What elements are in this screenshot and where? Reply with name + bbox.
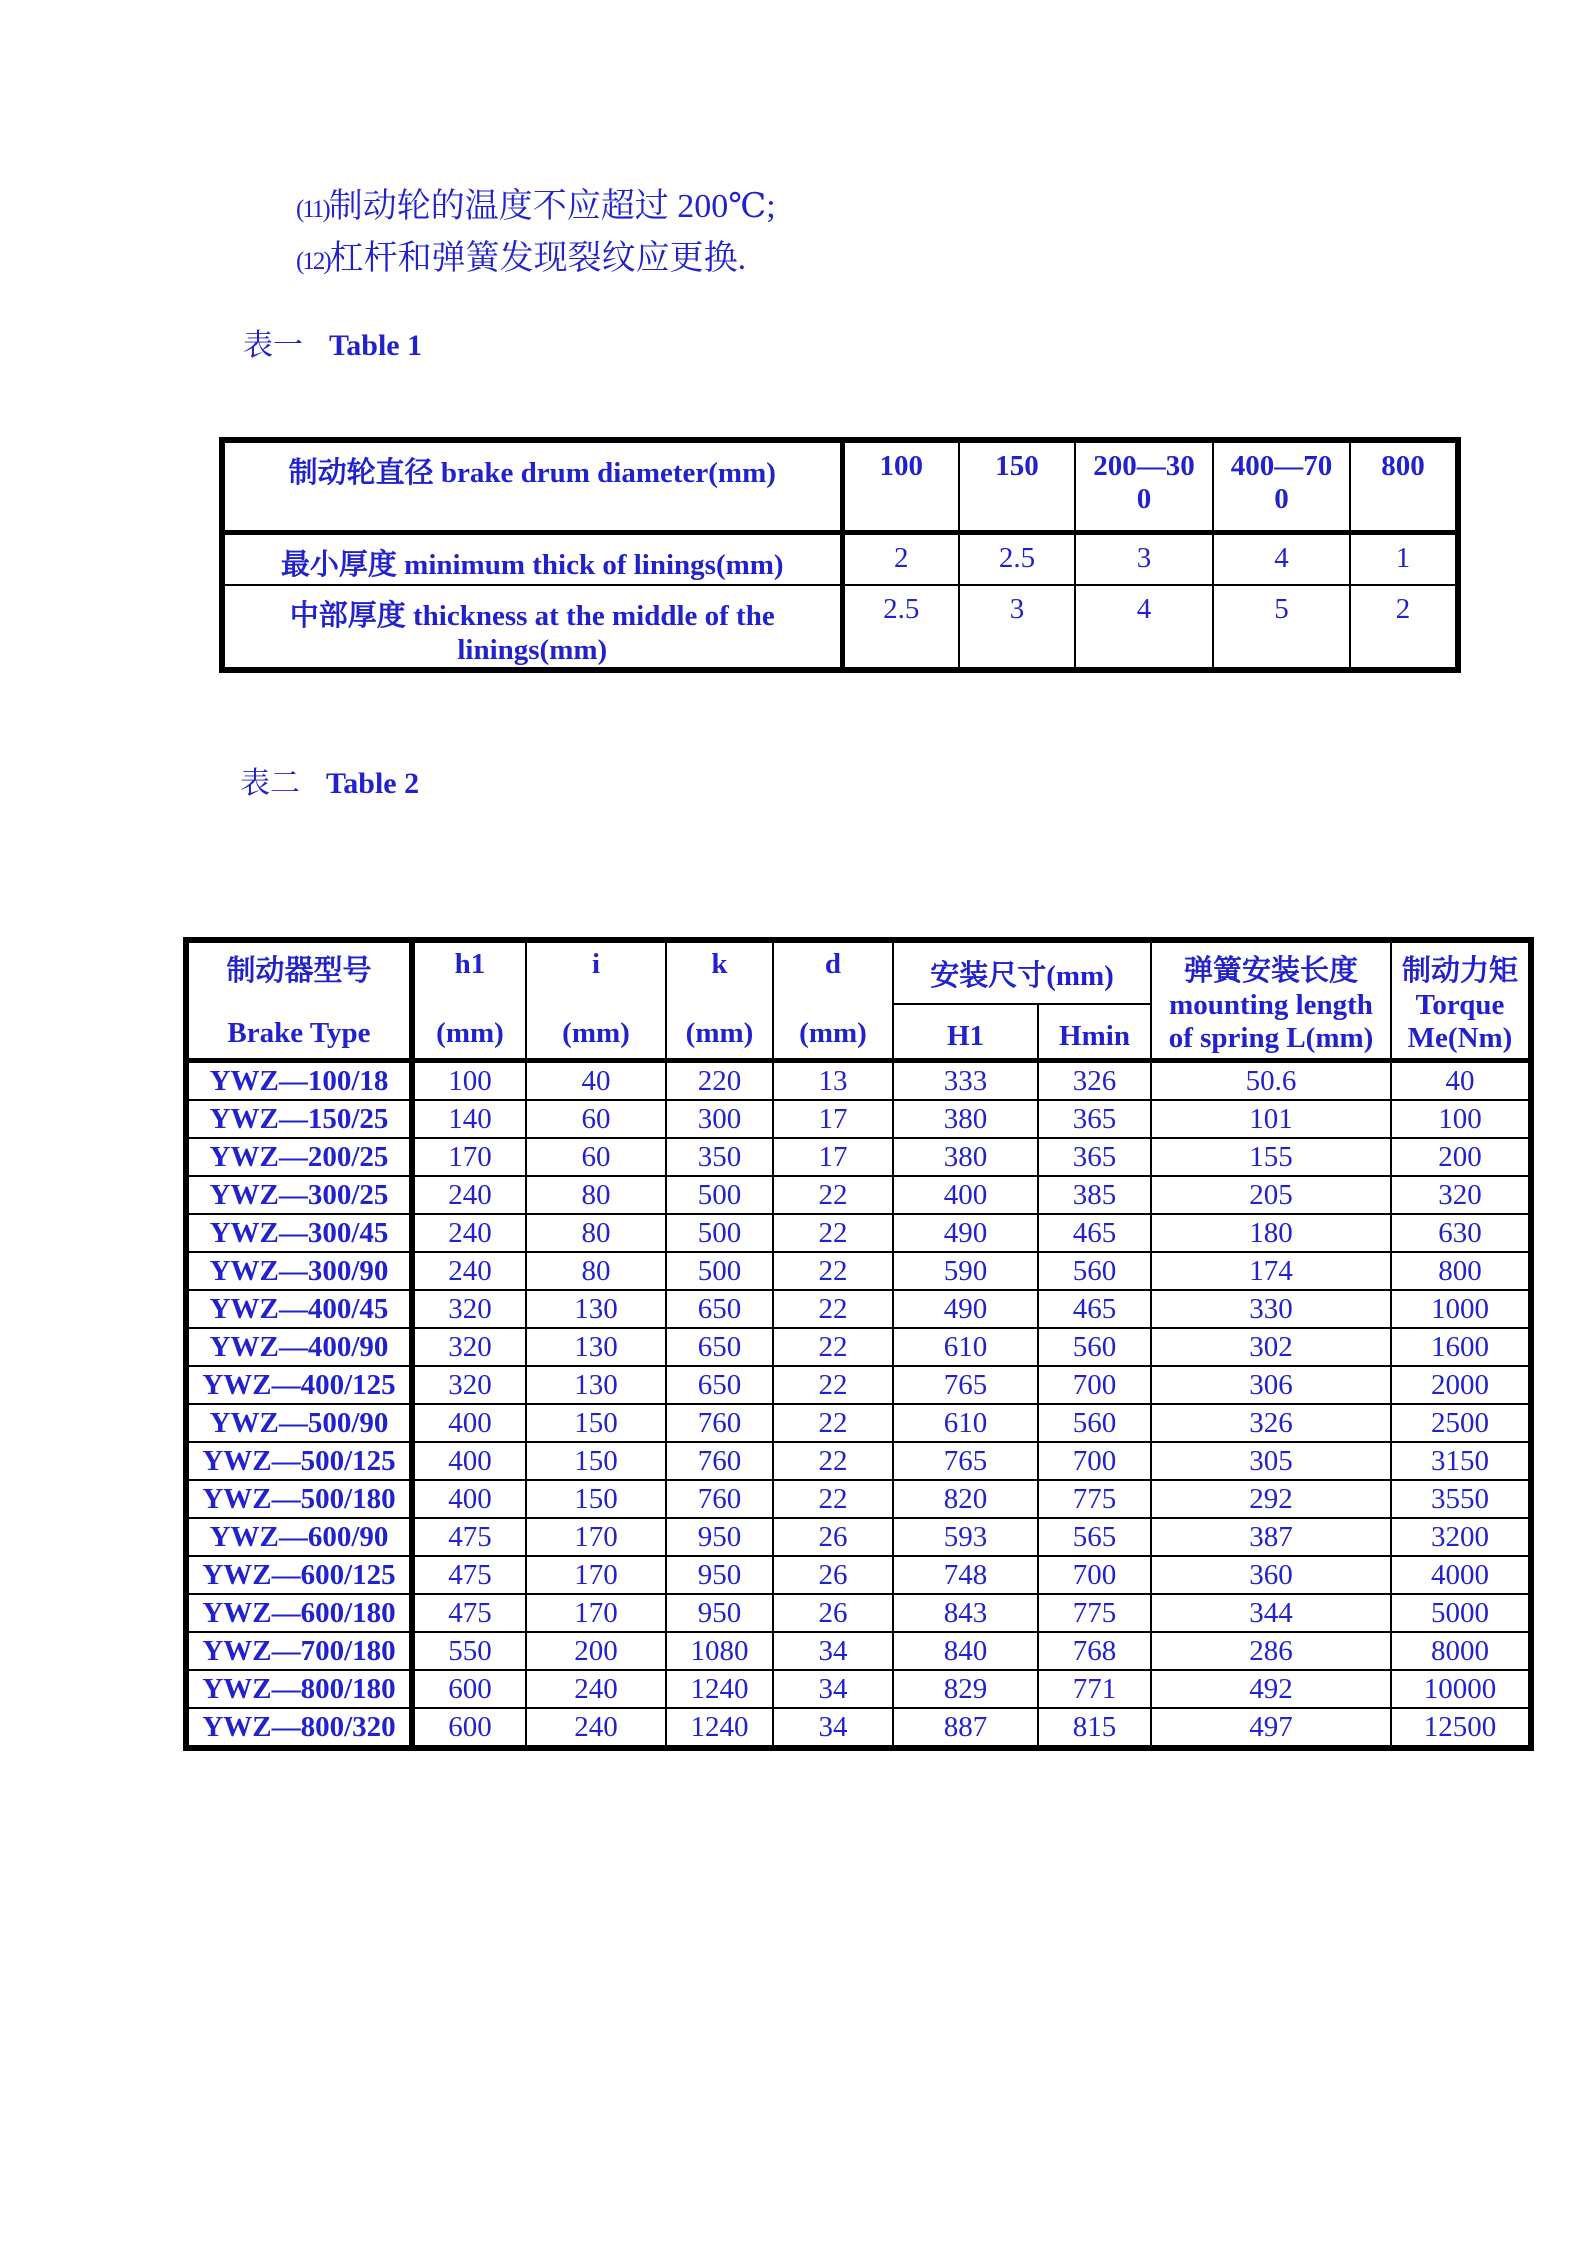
- value-cell: 800: [1391, 1252, 1531, 1290]
- brake-type-cell: YWZ—300/90: [186, 1252, 412, 1290]
- table2-label: [240, 758, 419, 802]
- note-text: 制动轮的温度不应超过 200℃;: [328, 188, 776, 225]
- value-cell: 170: [526, 1594, 666, 1632]
- value-cell: 748: [893, 1556, 1038, 1594]
- value-cell: 155: [1151, 1138, 1391, 1176]
- value-cell: 385: [1038, 1176, 1151, 1214]
- table2-label-en: Table 2: [326, 767, 420, 800]
- value-cell: 560: [1038, 1404, 1151, 1442]
- value-cell: 593: [893, 1518, 1038, 1556]
- table-row: [186, 1328, 1531, 1366]
- table-row: [186, 1556, 1531, 1594]
- table1-cell: 2: [842, 532, 959, 585]
- value-cell: 17: [773, 1100, 893, 1138]
- value-cell: 3200: [1391, 1518, 1531, 1556]
- table-row: [186, 1404, 1531, 1442]
- notes-paragraph: [296, 182, 776, 286]
- table2: [183, 937, 1534, 1751]
- torque-line: Me(Nm): [1407, 1022, 1513, 1055]
- table1-cell: 3: [959, 585, 1075, 670]
- value-cell: 22: [773, 1214, 893, 1252]
- value-cell: 365: [1038, 1100, 1151, 1138]
- value-cell: 840: [893, 1632, 1038, 1670]
- value-cell: 829: [893, 1670, 1038, 1708]
- value-cell: 306: [1151, 1366, 1391, 1404]
- value-cell: 170: [526, 1556, 666, 1594]
- table-row: [186, 1100, 1531, 1138]
- value-cell: 302: [1151, 1328, 1391, 1366]
- table1-label: [243, 320, 422, 364]
- value-cell: 490: [893, 1214, 1038, 1252]
- value-cell: 630: [1391, 1214, 1531, 1252]
- value-cell: 305: [1151, 1442, 1391, 1480]
- value-cell: 200: [526, 1632, 666, 1670]
- value-cell: 950: [666, 1594, 773, 1632]
- brake-type-cell: YWZ—400/45: [186, 1290, 412, 1328]
- value-cell: 400: [412, 1404, 526, 1442]
- value-cell: 240: [526, 1670, 666, 1708]
- table-row: [186, 1214, 1531, 1252]
- value-cell: 320: [412, 1328, 526, 1366]
- table-row: [186, 1252, 1531, 1290]
- brake-type-cell: YWZ—500/90: [186, 1404, 412, 1442]
- value-cell: 765: [893, 1442, 1038, 1480]
- value-cell: 600: [412, 1708, 526, 1748]
- brake-type-cell: YWZ—700/180: [186, 1632, 412, 1670]
- table-row: [186, 1480, 1531, 1518]
- table1-row-title: 中部厚度 thickness at the middle of the linings(mm): [222, 585, 842, 670]
- table1-cell: 3: [1075, 532, 1213, 585]
- value-cell: 465: [1038, 1214, 1151, 1252]
- value-cell: 320: [1391, 1176, 1531, 1214]
- value-cell: 130: [526, 1366, 666, 1404]
- table-row: [186, 1176, 1531, 1214]
- value-cell: 700: [1038, 1366, 1151, 1404]
- table2-header-brake-type: [186, 940, 412, 1060]
- col-top-label: i: [591, 948, 601, 981]
- col-top-label: d: [824, 948, 842, 981]
- table1-header-value: 800: [1350, 440, 1458, 532]
- table2-header-k: [666, 940, 773, 1060]
- value-cell: 5000: [1391, 1594, 1531, 1632]
- value-cell: 771: [1038, 1670, 1151, 1708]
- table1-cell: 4: [1213, 532, 1350, 585]
- value-cell: 22: [773, 1176, 893, 1214]
- table-row: [186, 1138, 1531, 1176]
- value-cell: 497: [1151, 1708, 1391, 1748]
- table2-header-d: [773, 940, 893, 1060]
- table1-header-row: [222, 440, 1458, 532]
- table1-cell: 5: [1213, 585, 1350, 670]
- value-cell: 2500: [1391, 1404, 1531, 1442]
- value-cell: 843: [893, 1594, 1038, 1632]
- brake-type-cell: YWZ—100/18: [186, 1060, 412, 1100]
- brake-type-cell: YWZ—200/25: [186, 1138, 412, 1176]
- note-number: (12): [296, 248, 330, 275]
- value-cell: 387: [1151, 1518, 1391, 1556]
- torque-line: 制动力矩: [1402, 955, 1519, 988]
- value-cell: 130: [526, 1328, 666, 1366]
- value-cell: 475: [412, 1518, 526, 1556]
- value-cell: 60: [526, 1100, 666, 1138]
- value-cell: 650: [666, 1366, 773, 1404]
- value-cell: 400: [893, 1176, 1038, 1214]
- table1-cell: 1: [1350, 532, 1458, 585]
- brake-type-cell: YWZ—400/90: [186, 1328, 412, 1366]
- value-cell: 22: [773, 1366, 893, 1404]
- value-cell: 292: [1151, 1480, 1391, 1518]
- value-cell: 760: [666, 1480, 773, 1518]
- table2-header-i: [526, 940, 666, 1060]
- table-row: [186, 1670, 1531, 1708]
- value-cell: 26: [773, 1556, 893, 1594]
- value-cell: 8000: [1391, 1632, 1531, 1670]
- value-cell: 1240: [666, 1670, 773, 1708]
- value-cell: 150: [526, 1480, 666, 1518]
- table-row: [186, 1290, 1531, 1328]
- value-cell: 22: [773, 1252, 893, 1290]
- value-cell: 560: [1038, 1328, 1151, 1366]
- value-cell: 475: [412, 1594, 526, 1632]
- table1-header-value: 400—700: [1213, 440, 1350, 532]
- value-cell: 492: [1151, 1670, 1391, 1708]
- value-cell: 326: [1038, 1060, 1151, 1100]
- value-cell: 140: [412, 1100, 526, 1138]
- value-cell: 170: [412, 1138, 526, 1176]
- value-cell: 380: [893, 1100, 1038, 1138]
- value-cell: 380: [893, 1138, 1038, 1176]
- value-cell: 34: [773, 1632, 893, 1670]
- value-cell: 326: [1151, 1404, 1391, 1442]
- col-top-label: h1: [454, 948, 486, 981]
- col-unit-label: (mm): [562, 1017, 630, 1050]
- value-cell: 360: [1151, 1556, 1391, 1594]
- value-cell: 150: [526, 1442, 666, 1480]
- table1-header-value: 200—300: [1075, 440, 1213, 532]
- table2-header-install-dim: 安装尺寸(mm): [893, 940, 1151, 1004]
- value-cell: 475: [412, 1556, 526, 1594]
- col-unit-label: (mm): [436, 1017, 504, 1050]
- value-cell: 565: [1038, 1518, 1151, 1556]
- table1-header-value: 150: [959, 440, 1075, 532]
- value-cell: 1000: [1391, 1290, 1531, 1328]
- spring-line: mounting length: [1169, 989, 1373, 1022]
- value-cell: 2000: [1391, 1366, 1531, 1404]
- value-cell: 60: [526, 1138, 666, 1176]
- table-row: [186, 1708, 1531, 1748]
- value-cell: 775: [1038, 1594, 1151, 1632]
- value-cell: 610: [893, 1328, 1038, 1366]
- value-cell: 40: [1391, 1060, 1531, 1100]
- value-cell: 820: [893, 1480, 1038, 1518]
- value-cell: 3150: [1391, 1442, 1531, 1480]
- brake-type-cell: YWZ—500/180: [186, 1480, 412, 1518]
- table1-row-middle: [222, 585, 1458, 670]
- note-line-12: [296, 234, 776, 286]
- value-cell: 550: [412, 1632, 526, 1670]
- value-cell: 365: [1038, 1138, 1151, 1176]
- table1-label-zh: 表一: [243, 329, 303, 362]
- value-cell: 1240: [666, 1708, 773, 1748]
- value-cell: 22: [773, 1480, 893, 1518]
- value-cell: 22: [773, 1328, 893, 1366]
- table-row: [186, 1060, 1531, 1100]
- value-cell: 1600: [1391, 1328, 1531, 1366]
- value-cell: 330: [1151, 1290, 1391, 1328]
- value-cell: 22: [773, 1290, 893, 1328]
- table-row: [186, 1518, 1531, 1556]
- value-cell: 26: [773, 1518, 893, 1556]
- value-cell: 130: [526, 1290, 666, 1328]
- brake-type-en: Brake Type: [227, 1017, 371, 1050]
- value-cell: 12500: [1391, 1708, 1531, 1748]
- value-cell: 100: [412, 1060, 526, 1100]
- value-cell: 760: [666, 1404, 773, 1442]
- value-cell: 240: [412, 1176, 526, 1214]
- value-cell: 22: [773, 1404, 893, 1442]
- value-cell: 4000: [1391, 1556, 1531, 1594]
- value-cell: 26: [773, 1594, 893, 1632]
- table2-body: [186, 1060, 1531, 1748]
- value-cell: 600: [412, 1670, 526, 1708]
- value-cell: 200: [1391, 1138, 1531, 1176]
- spring-line: of spring L(mm): [1168, 1022, 1374, 1055]
- value-cell: 240: [412, 1214, 526, 1252]
- value-cell: 775: [1038, 1480, 1151, 1518]
- value-cell: 22: [773, 1442, 893, 1480]
- value-cell: 170: [526, 1518, 666, 1556]
- table1-cell: 2.5: [842, 585, 959, 670]
- value-cell: 320: [412, 1290, 526, 1328]
- value-cell: 34: [773, 1670, 893, 1708]
- table1-header-value: 100: [842, 440, 959, 532]
- value-cell: 80: [526, 1214, 666, 1252]
- brake-type-cell: YWZ—600/125: [186, 1556, 412, 1594]
- table1-row-minimum: [222, 532, 1458, 585]
- value-cell: 650: [666, 1328, 773, 1366]
- brake-type-cell: YWZ—500/125: [186, 1442, 412, 1480]
- note-number: (11): [296, 196, 329, 223]
- value-cell: 1080: [666, 1632, 773, 1670]
- note-text: 杠杆和弹簧发现裂纹应更换.: [329, 240, 747, 277]
- table1-cell: 2.5: [959, 532, 1075, 585]
- value-cell: 10000: [1391, 1670, 1531, 1708]
- value-cell: 17: [773, 1138, 893, 1176]
- value-cell: 400: [412, 1442, 526, 1480]
- table2-label-zh: 表二: [240, 767, 300, 800]
- table-row: [186, 1366, 1531, 1404]
- table1-header-title: 制动轮直径 brake drum diameter(mm): [222, 440, 842, 532]
- value-cell: 490: [893, 1290, 1038, 1328]
- table-row: [186, 1594, 1531, 1632]
- value-cell: 205: [1151, 1176, 1391, 1214]
- value-cell: 13: [773, 1060, 893, 1100]
- value-cell: 500: [666, 1252, 773, 1290]
- brake-type-cell: YWZ—150/25: [186, 1100, 412, 1138]
- table-row: [186, 1442, 1531, 1480]
- brake-type-zh: 制动器型号: [226, 955, 372, 988]
- brake-type-cell: YWZ—800/180: [186, 1670, 412, 1708]
- brake-type-cell: YWZ—600/180: [186, 1594, 412, 1632]
- value-cell: 887: [893, 1708, 1038, 1748]
- value-cell: 700: [1038, 1556, 1151, 1594]
- value-cell: 101: [1151, 1100, 1391, 1138]
- table2-header-torque: [1391, 940, 1531, 1060]
- value-cell: 610: [893, 1404, 1038, 1442]
- value-cell: 240: [526, 1708, 666, 1748]
- brake-type-cell: YWZ—300/25: [186, 1176, 412, 1214]
- value-cell: 560: [1038, 1252, 1151, 1290]
- torque-line: Torque: [1415, 989, 1505, 1022]
- value-cell: 760: [666, 1442, 773, 1480]
- value-cell: 40: [526, 1060, 666, 1100]
- value-cell: 180: [1151, 1214, 1391, 1252]
- value-cell: 765: [893, 1366, 1038, 1404]
- value-cell: 3550: [1391, 1480, 1531, 1518]
- table1: [219, 437, 1461, 673]
- table2-header-h1: [412, 940, 526, 1060]
- table2-header-row-top: [186, 940, 1531, 1004]
- brake-type-cell: YWZ—300/45: [186, 1214, 412, 1252]
- value-cell: 80: [526, 1176, 666, 1214]
- value-cell: 220: [666, 1060, 773, 1100]
- table-row: [186, 1632, 1531, 1670]
- value-cell: 500: [666, 1176, 773, 1214]
- value-cell: 286: [1151, 1632, 1391, 1670]
- table2-header-spring-length: [1151, 940, 1391, 1060]
- note-line-11: [296, 182, 776, 234]
- col-unit-label: (mm): [799, 1017, 867, 1050]
- value-cell: 465: [1038, 1290, 1151, 1328]
- value-cell: 590: [893, 1252, 1038, 1290]
- col-top-label: k: [711, 948, 728, 981]
- brake-type-cell: YWZ—400/125: [186, 1366, 412, 1404]
- table2-header-H1: H1: [893, 1004, 1038, 1060]
- spring-line: 弹簧安装长度: [1184, 955, 1359, 988]
- value-cell: 700: [1038, 1442, 1151, 1480]
- value-cell: 240: [412, 1252, 526, 1290]
- value-cell: 150: [526, 1404, 666, 1442]
- table2-header-Hmin: Hmin: [1038, 1004, 1151, 1060]
- value-cell: 333: [893, 1060, 1038, 1100]
- value-cell: 320: [412, 1366, 526, 1404]
- table1-cell: 4: [1075, 585, 1213, 670]
- brake-type-cell: YWZ—800/320: [186, 1708, 412, 1748]
- value-cell: 344: [1151, 1594, 1391, 1632]
- col-unit-label: (mm): [685, 1017, 754, 1050]
- table1-cell: 2: [1350, 585, 1458, 670]
- table1-label-en: Table 1: [329, 329, 423, 362]
- value-cell: 34: [773, 1708, 893, 1748]
- brake-type-cell: YWZ—600/90: [186, 1518, 412, 1556]
- value-cell: 300: [666, 1100, 773, 1138]
- value-cell: 174: [1151, 1252, 1391, 1290]
- value-cell: 350: [666, 1138, 773, 1176]
- value-cell: 80: [526, 1252, 666, 1290]
- table1-row-title: 最小厚度 minimum thick of linings(mm): [222, 532, 842, 585]
- value-cell: 500: [666, 1214, 773, 1252]
- value-cell: 650: [666, 1290, 773, 1328]
- value-cell: 50.6: [1151, 1060, 1391, 1100]
- value-cell: 950: [666, 1556, 773, 1594]
- value-cell: 950: [666, 1518, 773, 1556]
- value-cell: 768: [1038, 1632, 1151, 1670]
- value-cell: 400: [412, 1480, 526, 1518]
- value-cell: 100: [1391, 1100, 1531, 1138]
- value-cell: 815: [1038, 1708, 1151, 1748]
